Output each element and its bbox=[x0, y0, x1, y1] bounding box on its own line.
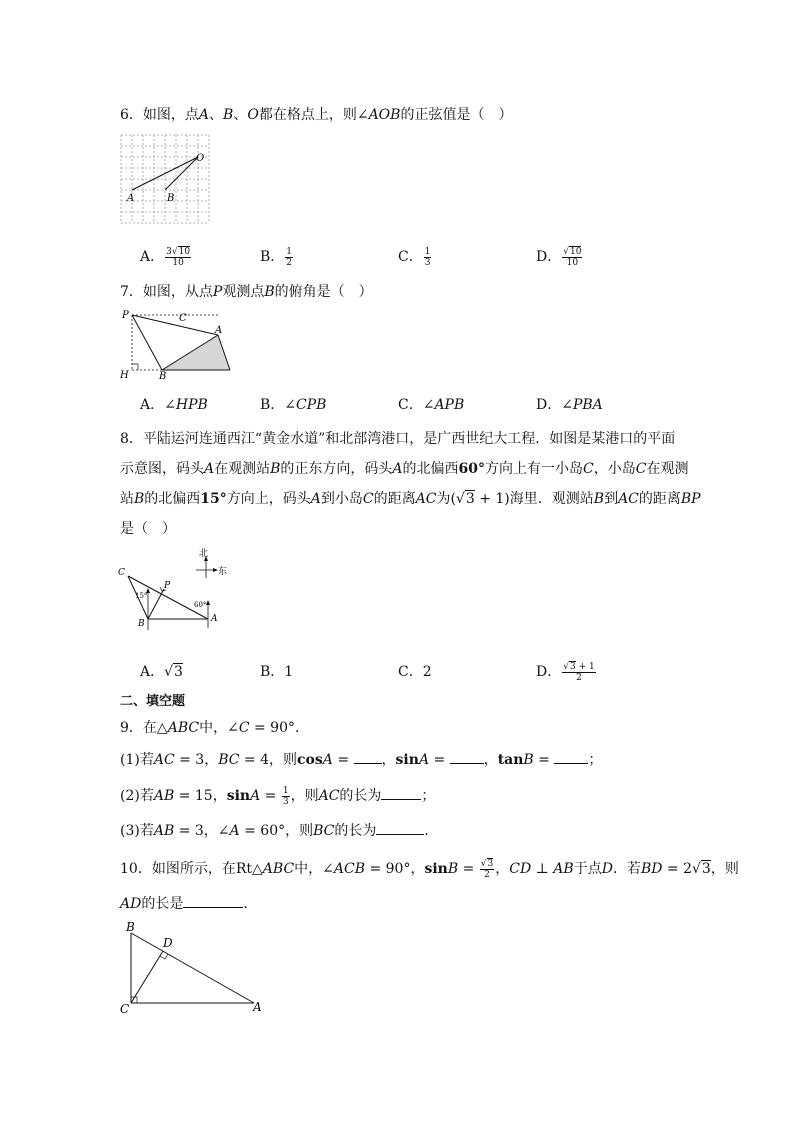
segment-OA bbox=[132, 157, 198, 190]
q7-figure bbox=[118, 308, 236, 384]
q7-option-d[interactable]: D．∠PBA bbox=[536, 397, 603, 413]
label-D: D bbox=[163, 936, 173, 950]
q10-stem-line-2: AD的长是 ． bbox=[120, 896, 258, 912]
q8-figure bbox=[116, 546, 230, 630]
q6-grid-figure bbox=[118, 132, 214, 226]
label-P: P bbox=[122, 310, 129, 321]
q7-option-a[interactable]: A．∠HPB bbox=[140, 397, 208, 413]
q8-option-b[interactable]: B．1 bbox=[260, 664, 294, 680]
q9-stem: 9．在△ABC中，∠C = 90°． bbox=[120, 720, 309, 736]
label-B: B bbox=[138, 619, 145, 629]
q8-line-3: 站B的北偏西15°方向上，码头A到小岛C的距离AC为(√3 + 1)海里．观测站B到AC的距离BP bbox=[120, 491, 701, 507]
q8-line-2: 示意图，码头A在观测站B的正东方向，码头A的北偏西60°方向上有一小岛C，小岛C在观测 bbox=[120, 461, 689, 477]
q9-part-1: (1)若AC = 3，BC = 4，则cosA = ，sinA = ，tanB = ； bbox=[120, 752, 603, 768]
label-C: C bbox=[118, 568, 125, 578]
label-B: B bbox=[167, 193, 175, 204]
label-A: A bbox=[127, 193, 135, 204]
q8-option-a[interactable]: A．√3 bbox=[140, 664, 183, 680]
label-P: P bbox=[164, 581, 171, 591]
label-B: B bbox=[126, 920, 135, 934]
answer-blank-sinA[interactable] bbox=[450, 751, 484, 764]
label-east: 东 bbox=[218, 567, 228, 577]
answer-blank-AD[interactable] bbox=[183, 895, 243, 908]
segment-OB bbox=[165, 157, 198, 190]
label-60deg: 60° bbox=[194, 601, 207, 609]
q6-stem: 6．如图，点A、B、O都在格点上，则∠AOB的正弦值是（ ） bbox=[120, 107, 513, 123]
label-C: C bbox=[179, 313, 187, 324]
label-A: A bbox=[211, 614, 218, 624]
answer-blank-tanB[interactable] bbox=[554, 751, 588, 764]
answer-blank-cosA[interactable] bbox=[354, 751, 382, 764]
label-north: 北 bbox=[199, 549, 209, 559]
q6-option-c[interactable]: C． $\frac{1}{3}$ bbox=[398, 246, 431, 268]
label-O: O bbox=[196, 153, 205, 164]
label-C: C bbox=[120, 1002, 130, 1016]
q6-option-b[interactable]: B． $\frac{1}{2}$ bbox=[260, 246, 293, 268]
q10-stem-line-1: 10．如图所示，在Rt△ABC中，∠ACB = 90°，sinB = $\frac{√3}{2}$ ，CD ⊥ AB于点D．若BD = 2√3，则 bbox=[120, 858, 739, 880]
q7-option-c[interactable]: C．∠APB bbox=[398, 397, 465, 413]
label-A: A bbox=[253, 1000, 262, 1014]
q7-option-b[interactable]: B．∠CPB bbox=[260, 397, 327, 413]
label-A: A bbox=[215, 325, 223, 336]
q8-line-1: 8．平陆运河连通西江“黄金水道”和北部湾港口，是广西世纪大工程．如图是某港口的平面 bbox=[120, 431, 676, 447]
q8-option-d[interactable]: D． $\frac{√3 + 1}{2}$ bbox=[536, 661, 595, 683]
label-H: H bbox=[120, 370, 129, 381]
answer-blank-BC[interactable] bbox=[376, 822, 424, 835]
label-B: B bbox=[159, 371, 167, 382]
q10-figure bbox=[116, 918, 266, 1018]
grid-lines bbox=[121, 135, 209, 223]
q6-option-a[interactable]: A． $\frac{3√10}{10}$ bbox=[140, 246, 191, 268]
q9-part-2: (2)若AB = 15，sinA = $\frac{1}{3}$ ，则AC的长为 ； bbox=[120, 785, 436, 807]
q7-stem: 7．如图，从点P观测点B的俯角是（ ） bbox=[120, 284, 373, 300]
answer-blank-AC[interactable] bbox=[381, 787, 421, 800]
section-title: 二、填空题 bbox=[120, 694, 186, 709]
q8-line-4: 是（ ） bbox=[120, 521, 176, 537]
q8-option-c[interactable]: C．2 bbox=[398, 664, 432, 680]
label-15deg: 15° bbox=[135, 592, 148, 600]
q9-part-3: (3)若AB = 3，∠A = 60°，则BC的长为 ． bbox=[120, 823, 439, 839]
q6-option-d[interactable]: D． $\frac{√10}{10}$ bbox=[536, 246, 582, 268]
